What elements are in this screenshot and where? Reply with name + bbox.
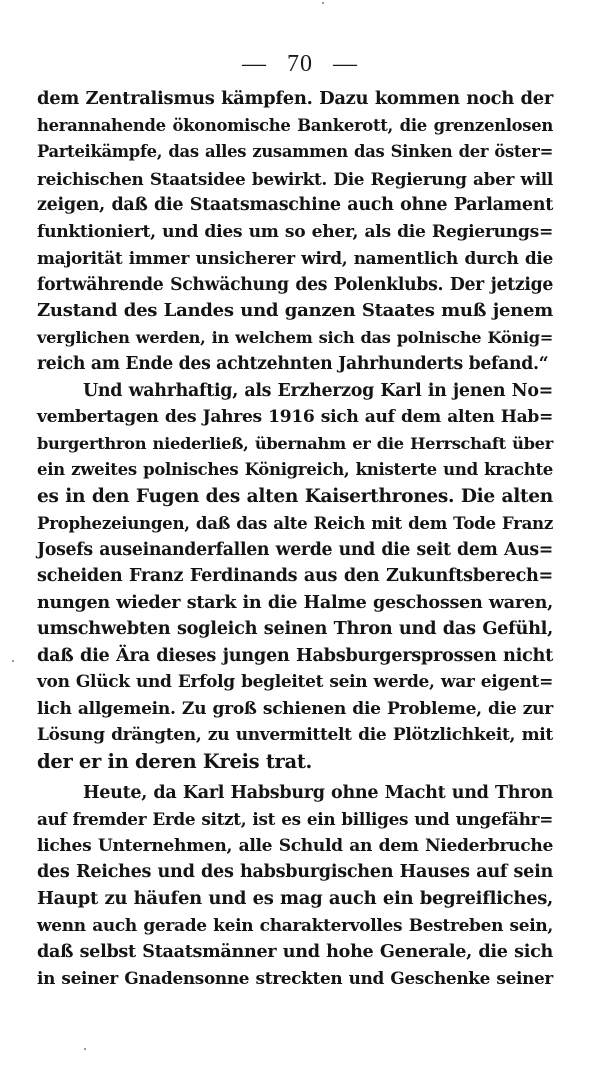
text-line: Und wahrhaftig, als Erzherzog Karl in jenen No= [83, 380, 553, 401]
text-line: vembertagen des Jahres 1916 sich auf dem alten Hab= [37, 407, 553, 427]
text-line: daß die Ära dieses jungen Habsburgersprossen nicht [37, 644, 553, 666]
text-line: Parteikämpfe, das alles zusammen das Sinken der öster= [37, 142, 553, 161]
text-line: Lösung drängten, zu unvermittelt die Plötzlichkeit, mit [37, 725, 553, 745]
text-line: des Reiches und des habsburgischen Hauses auf sein [37, 861, 553, 882]
text-line: lich allgemein. Zu groß schienen die Probleme, die zur [37, 698, 553, 719]
page-number-dash-right: — [333, 51, 358, 77]
page-number-header [0, 50, 600, 78]
text-line: zeigen, daß die Staatsmaschine auch ohne Parlament [37, 195, 553, 215]
text-line: funktioniert, und dies um so eher, als die Regierungs= [37, 221, 553, 242]
text-line: daß selbst Staatsmänner und hohe Generale, die sich [37, 940, 553, 962]
text-line: Josefs auseinanderfallen werde und die seit dem Aus= [37, 539, 553, 560]
text-line: Haupt zu häufen und es mag auch ein begreifliches, [37, 887, 553, 909]
scan-speck [84, 1048, 86, 1050]
page-number-dash-left: — [242, 51, 267, 77]
text-line: Heute, da Karl Habsburg ohne Macht und Thron [83, 782, 553, 803]
text-line: von Glück und Erfolg begleitet sein werde, war eigent= [37, 672, 553, 692]
text-line: ein zweites polnisches Königreich, knisterte und krachte [37, 460, 553, 479]
text-line: scheiden Franz Ferdinands aus den Zukunftsberech= [37, 565, 553, 586]
text-line: nungen wieder stark in die Halme geschossen waren, [37, 591, 553, 613]
text-line: in seiner Gnadensonne streckten und Geschenke seiner [37, 968, 553, 988]
body-text [37, 86, 553, 992]
text-line: burgerthron niederließ, übernahm er die Herrschaft über [37, 433, 553, 453]
text-line: reich am Ende des achtzehnten Jahrhunderts befand.“ [37, 354, 549, 374]
text-line: Zustand des Landes und ganzen Staates muß jenem [37, 300, 553, 321]
text-line: Prophezeiungen, daß das alte Reich mit dem Tode Franz [37, 513, 553, 533]
text-line: reichischen Staatsidee bewirkt. Die Regierung aber will [37, 168, 553, 189]
paragraph-3 [37, 780, 553, 992]
text-line: der er in deren Kreis trat. [37, 749, 313, 773]
text-line: herannahende ökonomische Bankerott, die grenzenlosen [37, 115, 553, 135]
text-line: auf fremder Erde sitzt, ist es ein billiges und ungefähr= [37, 809, 553, 829]
text-line: majorität immer unsicherer wird, namentlich durch die [37, 248, 553, 268]
text-line: wenn auch gerade kein charaktervolles Bestreben sein, [37, 915, 553, 935]
paragraph-2 [37, 378, 553, 776]
text-line: es in den Fugen des alten Kaiserthrones. Die alten [37, 485, 553, 507]
text-line: verglichen werden, in welchem sich das polnische König= [37, 327, 553, 347]
page-number: 70 [287, 51, 313, 77]
text-line: umschwebten sogleich seinen Thron und das Gefühl, [37, 618, 553, 639]
scan-speck [322, 2, 324, 4]
text-line: fortwährende Schwächung des Polenklubs. Der jetzige [37, 274, 553, 295]
paragraph-1 [37, 86, 553, 378]
text-line: liches Unternehmen, alle Schuld an dem Niederbruche [37, 835, 553, 856]
scan-speck [12, 660, 14, 662]
text-line: dem Zentralismus kämpfen. Dazu kommen noch der [37, 88, 553, 109]
